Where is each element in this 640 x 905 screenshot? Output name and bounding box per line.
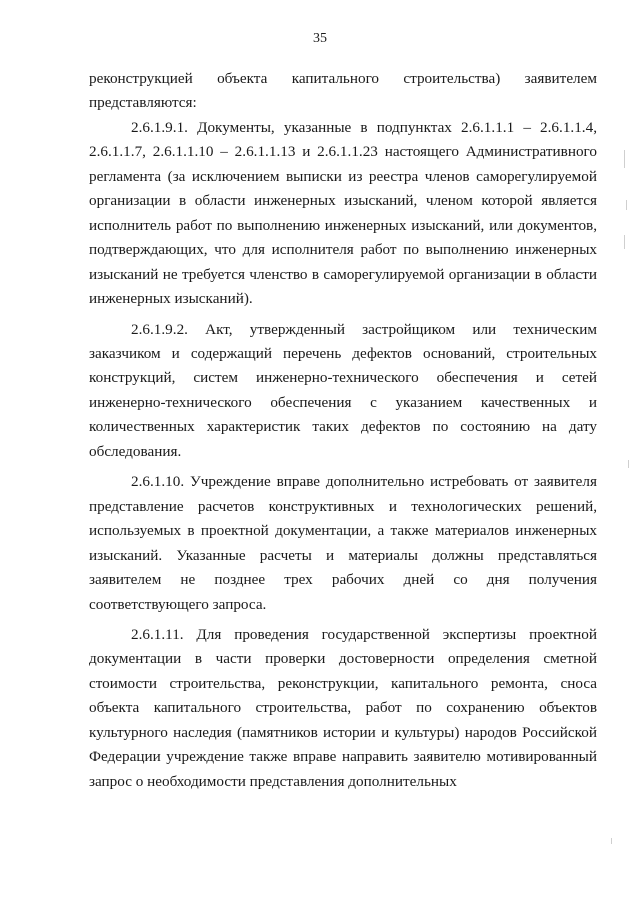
- paragraph-2-6-1-9-1: 2.6.1.9.1. Документы, указанные в подпунктах 2.6.1.1.1 – 2.6.1.1.4, 2.6.1.1.7, 2.6.1.1.10 – 2.6.1.1.13 и 2.6.1.1.23 настоящего Административного регламента (за исключением выписки из реестра членов саморегулируемой организации в области инженерных изысканий, членом которой является исполнитель работ по выполнению инженерных изысканий, или документов, подтверждающих, что для исполнителя работ по выполнению инженерных изысканий не требуется членство в саморегулируемой организации в области инженерных изысканий).: [89, 118, 597, 308]
- paragraph-2-6-1-10: 2.6.1.10. Учреждение вправе дополнительно истребовать от заявителя представление расчетов конструктивных и технологических решений, используемых в проектной документации, а также материалов инженерных изысканий. Указанные расчеты и материалы должны представляться заявителем не позднее трех рабочих дней со дня получения соответствующего запроса.: [89, 473, 597, 613]
- page-number: 35: [313, 31, 327, 46]
- scan-artifact: [628, 460, 629, 468]
- paragraph-2-6-1-11: 2.6.1.11. Для проведения государственной экспертизы проектной документации в части проверки достоверности определения сметной стоимости строительства, реконструкции, капитального ремонта, сноса объекта капитального строительства, работ по сохранению объектов культурного наследия (памятников истории и культуры) народов Российской Федерации учреждение также вправе направить заявителю мотивированный запрос о необходимости представления дополнительных: [89, 625, 597, 790]
- scan-artifact: [624, 150, 625, 168]
- paragraph-continuation: реконструкцией объекта капитального строительства) заявителем представляются:: [89, 70, 597, 112]
- paragraph-2-6-1-9-2: 2.6.1.9.2. Акт, утвержденный застройщиком или техническим заказчиком и содержащий перечень дефектов оснований, строительных конструкций, систем инженерно-технического обеспечения и сетей инженерно-технического обеспечения с указанием качественных и количественных характеристик таких дефектов по состоянию на дату обследования.: [89, 320, 597, 460]
- scan-artifact: [626, 200, 627, 210]
- scan-artifact: [624, 235, 625, 249]
- document-body: [89, 67, 597, 794]
- scan-artifact: [611, 838, 612, 844]
